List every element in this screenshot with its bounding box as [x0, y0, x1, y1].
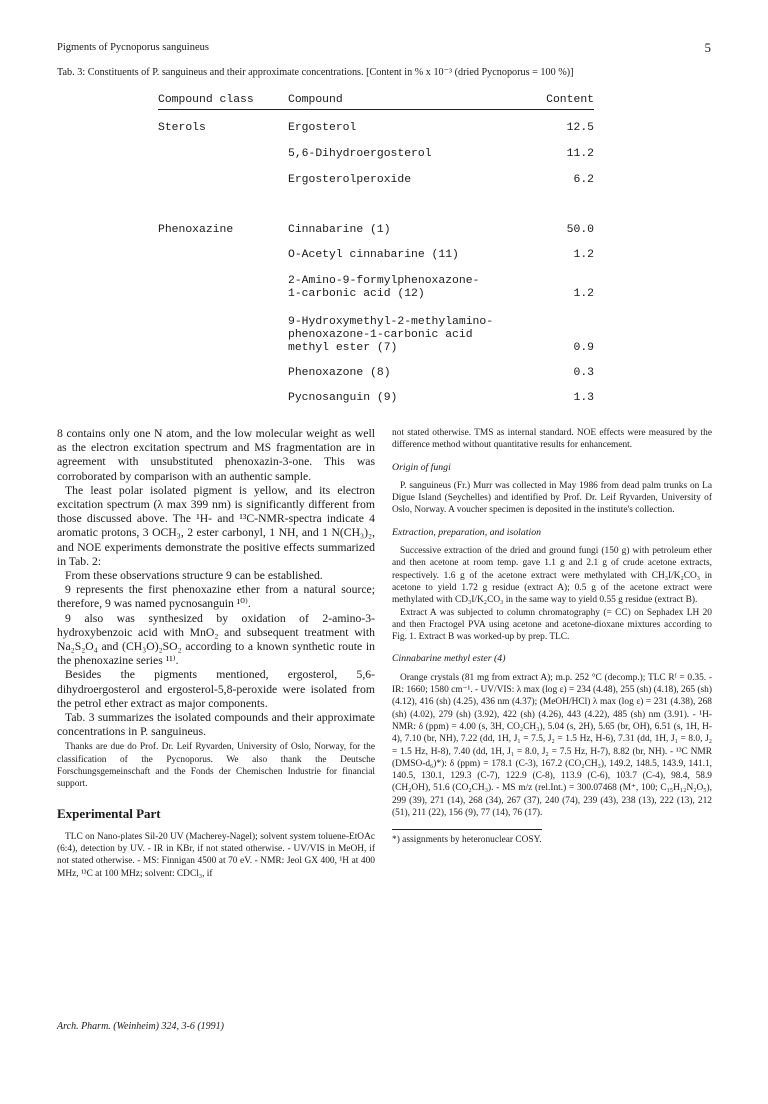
table-header-class: Compound class [158, 94, 254, 106]
table-cell-compound: 2-Amino-9-formylphenoxazone- 1-carbonic acid (12) [288, 275, 480, 300]
body-paragraph: From these observations structure 9 can be established. [65, 569, 323, 583]
page-number: 5 [704, 40, 711, 55]
left-column [57, 427, 375, 880]
table-cell-content: 6.2 [573, 174, 594, 186]
table-cell-compound: Ergosterol [288, 122, 357, 134]
section-paragraph: Orange crystals (81 mg from extract A); m.p. 252 °C (decomp.); TLC Rᶠ = 0.35. - IR: 1660; 1580 cm⁻¹. - UV/VIS: λ max (log ε) = 234 (4.48), 255 (sh) (4.18), 265 (sh) (4.12), 416 (sh) (4.25), 436 nm (4.37); (MeOH/HCl) λ max (log ε) = 231 (4.38), 268 (sh) (4.02), 279 (sh) (3.92), 422 (sh) (4.26), 443 (4.22), 485 (sh) nm (3.91). - ¹H-NMR: δ (ppm) = 4.00 (s, 3H, CO₂CH₃), 5.04 (s, 2H), 5.65 (br, OH), 6.51 (s, 1H, H-4), 7.10 (br, NH), 7.22 (dd, 1H, J₁ = 7.5, J₂ = 1.5 Hz, H-6), 7.31 (dd, 1H, J₁ = 8.0, J₂ = 1.5 Hz, H-8), 7.40 (dd, 1H, J₁ = 8.0, J₂ = 7.5 Hz, H-7), 8.82 (br, NH). - ¹³C NMR (DMSO-d₆)*): δ (ppm) = 178.1 (C-3), 167.2 (CO₂CH₃), 149.2, 148.5, 143.9, 141.1, 140.5, 130.1, 129.3 (C-7), 122.9 (C-8), 113.9 (C-6), 103.7 (C-4), 98.4, 58.9 (CH₂OH), 51.6 (CO₂CH₃). - MS m/z (rel.Int.) = 300.07468 (M⁺, 100; C₁₅H₁₂N₂O₅), 299 (39), 271 (14), 268 (34), 267 (37), 240 (74), 239 (43), 238 (13), 222 (13), 212 (51), 211 (22), 156 (9), 77 (14), 76 (17). [392, 672, 712, 819]
table-cell-content: 0.9 [573, 342, 594, 354]
table-cell-compound: 9-Hydroxymethyl-2-methylamino- phenoxazone-1-carbonic acid methyl ester (7) [288, 316, 494, 354]
table-cell-compound: O-Acetyl cinnabarine (11) [288, 249, 459, 261]
table-header-row [158, 92, 594, 110]
body-paragraph: The least polar isolated pigment is yellow, and its electron excitation spectrum (λ max 399 nm) is significantly different from those discussed above. The ¹H- and ¹³C-NMR-spectra indicate 4 aromatic protons, 3 OCH₃, 2 ester carbonyl, 1 NH, and 1 N(CH₃)₂, and NOE experiments demonstrate the positive effects summarized in Tab. 2: [57, 483, 375, 568]
journal-footer: Arch. Pharm. (Weinheim) 324, 3-6 (1991) [57, 1021, 225, 1032]
table-cell-compound: Phenoxazone (8) [288, 367, 391, 379]
section-paragraph: Successive extraction of the dried and ground fungi (150 g) with petroleum ether and then acetone at room temp. gave 1.1 g and 2.1 g of crude acetone extracts, respectively. 1.6 g of the acetone extract were methylated with CH₃I/K₂CO₃ in acetone to yield 1.72 g residue (extract A); 0.5 g of the acetone extract were methylated with CD₃I/K₂CO₃ in the same way to yield 0.55 g residue (extract B). [392, 546, 712, 606]
body-paragraph: 8 contains only one N atom, and the low molecular weight as well as the electron excitation spectrum and MS fragmentation are in agreement with unsubstituted phenoxazin-3-one. This was corroborated by comparison with an authentic sample. [57, 427, 375, 483]
table-cell-content: 1.2 [573, 288, 594, 300]
right-column [392, 427, 712, 847]
experimental-text: TLC on Nano-plates Sil-20 UV (Macherey-Nagel); solvent system toluene-EtOAc (6:4), detection by UV. - IR in KBr, if not stated otherwise. - UV/VIS in MeOH, if not stated otherwise. - MS: Finnigan 4500 at 70 eV. - NMR: Jeol GX 400, ¹H at 400 MHz, ¹³C at 100 MHz; solvent: CDCl₃, if [57, 831, 375, 879]
table-header-content: Content [546, 94, 594, 106]
table-cell-compound: Ergosterolperoxide [288, 174, 412, 186]
running-head [57, 42, 711, 58]
table-cell-content: 1.3 [573, 392, 594, 404]
acknowledgement: Thanks are due do Prof. Dr. Leif Ryvarden, University of Oslo, Norway, for the classification of the Pycnoporus. We also thank the Deutsche Forschungsgemeinschaft and the Fonds der Chemischen Industrie for financial support. [57, 742, 375, 790]
table-cell-content: 1.2 [573, 249, 594, 261]
footnote-divider [392, 829, 542, 830]
table-cell-class: Phenoxazine [158, 224, 234, 236]
table-cell-compound: Cinnabarine (1) [288, 224, 391, 236]
section-paragraph: P. sanguineus (Fr.) Murr was collected in May 1986 from dead palm trunks on La Digue Island (Seychelles) and identified by Prof. Dr. Leif Ryvarden, University of Oslo, Norway. A voucher specimen is deposited in the institute's collection. [392, 480, 712, 516]
experimental-heading: Experimental Part [57, 805, 161, 821]
body-paragraph: 9 represents the first phenoxazine ether from a natural source; therefore, 9 was named pycnosanguin ¹⁰⁾. [57, 583, 375, 611]
section-heading-extraction: Extraction, preparation, and isolation [392, 526, 542, 538]
constituents-table [158, 92, 594, 404]
body-paragraph: Besides the pigments mentioned, ergosterol, 5,6-dihydroergosterol and ergosterol-5,8-peroxide were isolated from the petrol ether extract as major components. [57, 668, 375, 710]
table-cell-compound: 5,6-Dihydroergosterol [288, 148, 432, 160]
experimental-continued: not stated otherwise. TMS as internal standard. NOE effects were measured by the difference method without quantitative results for enhancement. [392, 428, 712, 451]
table-cell-content: 50.0 [566, 224, 594, 236]
table-cell-class: Sterols [158, 122, 206, 134]
section-paragraph: Extract A was subjected to column chromatography (= CC) on Sephadex LH 20 and then Fractogel PVA using acetone and acetone-dioxane mixtures according to Fig. 1. Extract B was worked-up by prep. TLC. [392, 607, 712, 643]
running-head-title: Pigments of Pycnoporus sanguineus [57, 42, 209, 53]
section-heading-origin: Origin of fungi [392, 461, 451, 473]
footnote: *) assignments by heteronuclear COSY. [392, 835, 542, 846]
section-heading-methyl-ester: Cinnabarine methyl ester (4) [392, 653, 506, 665]
table-caption: Tab. 3: Constituents of P. sanguineus and their approximate concentrations. [Content in % x 10⁻³ (dried Pycnoporus = 100 %)] [57, 67, 574, 78]
table-header-compound: Compound [288, 94, 343, 106]
table-cell-content: 12.5 [566, 122, 594, 134]
table-cell-compound: Pycnosanguin (9) [288, 392, 398, 404]
body-paragraph: Tab. 3 summarizes the isolated compounds and their approximate concentrations in P. sanguineus. [57, 711, 375, 739]
body-paragraph: 9 also was synthesized by oxidation of 2-amino-3-hydroxybenzoic acid with MnO₂ and subsequent treatment with Na₂S₂O₄ and (CH₃O)₂SO₂ according to a known synthetic route in the phenoxazine series ¹¹⁾. [57, 611, 375, 668]
table-cell-content: 0.3 [573, 367, 594, 379]
table-cell-content: 11.2 [566, 148, 594, 160]
